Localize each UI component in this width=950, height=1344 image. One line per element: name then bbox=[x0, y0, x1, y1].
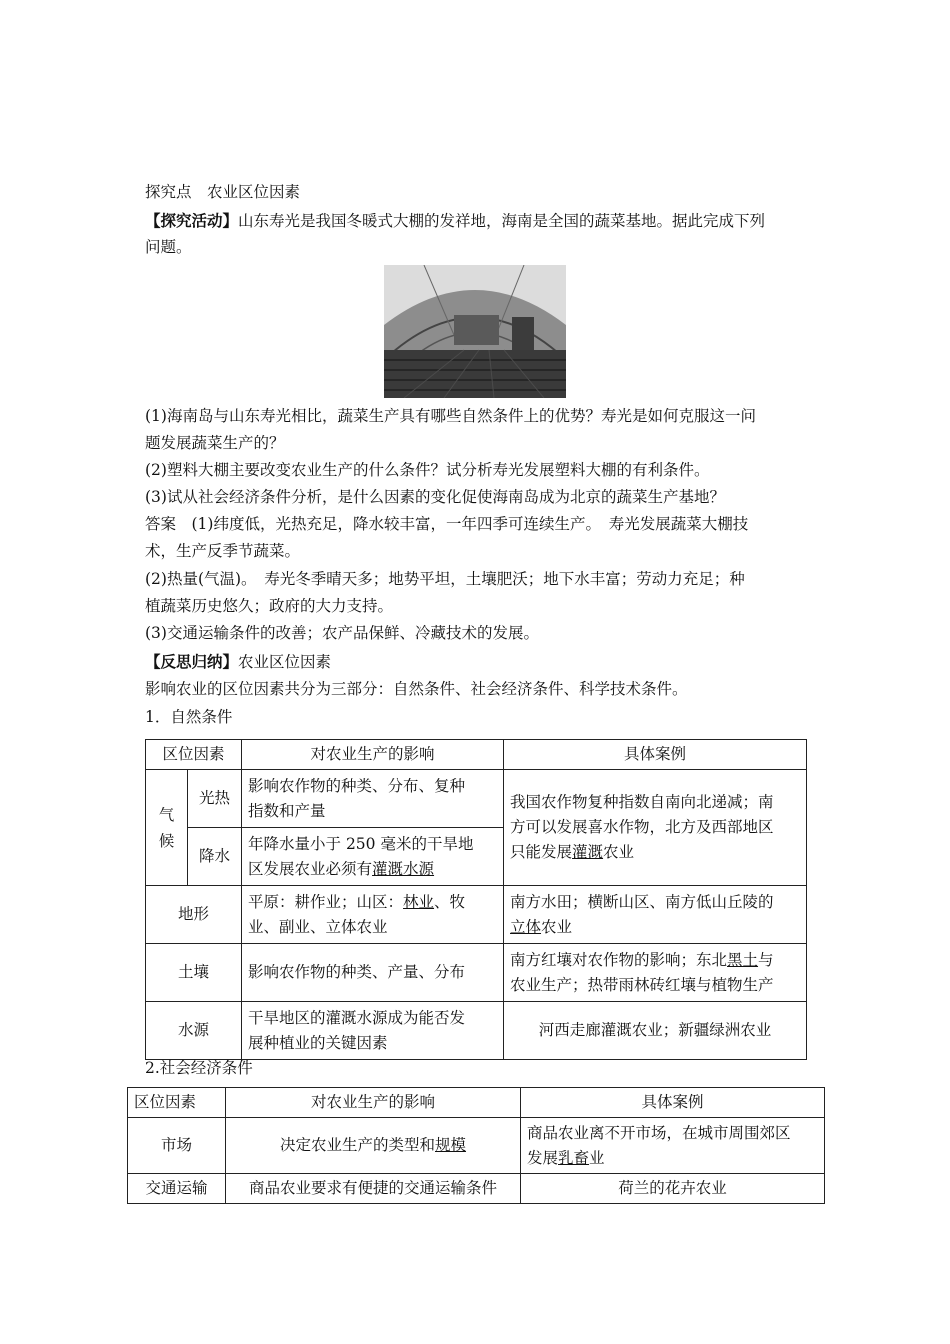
greenhouse-photo bbox=[384, 265, 566, 398]
water-effect-1: 干旱地区的灌溉水源成为能否发 bbox=[248, 1008, 466, 1027]
section-title: 探究点 农业区位因素 bbox=[145, 183, 301, 201]
soil-case-1: 南方红壤对农作物的影响；东北 bbox=[510, 950, 728, 969]
market-case-1: 商品农业离不开市场，在城市周围郊区 bbox=[527, 1123, 791, 1142]
soil-case-2: 农业生产；热带雨林砖红壤与植物生产 bbox=[510, 975, 774, 994]
header-effect: 对农业生产的影响 bbox=[242, 740, 504, 770]
terrain-effect-1-end: 、牧 bbox=[434, 892, 466, 911]
answer-1b: 术，生产反季节蔬菜。 bbox=[145, 542, 301, 560]
header-factor: 区位因素 bbox=[146, 740, 242, 770]
climate-case-line-1: 我国农作物复种指数自南向北递减；南 bbox=[510, 793, 774, 811]
climate-label-2: 候 bbox=[158, 831, 175, 850]
precip-underline: 灌溉水源 bbox=[372, 859, 435, 878]
table-row bbox=[146, 1002, 807, 1060]
soil-case bbox=[504, 944, 807, 1002]
answer-1a: 答案 (1)纬度低，光热充足，降水较丰富，一年四季可连续生产。 寿光发展蔬菜大棚技 bbox=[145, 515, 749, 533]
water-effect-2: 展种植业的关键因素 bbox=[248, 1033, 388, 1052]
market-case-2-end: 业 bbox=[589, 1148, 605, 1167]
reflection-title: 农业区位因素 bbox=[238, 653, 332, 671]
table-header-row bbox=[146, 740, 807, 770]
natural-conditions-table bbox=[145, 739, 807, 1060]
terrain-effect-2: 业、副业、立体农业 bbox=[248, 917, 388, 936]
table-row bbox=[128, 1118, 825, 1174]
market-effect-underline: 规模 bbox=[435, 1136, 467, 1154]
terrain-effect bbox=[242, 886, 504, 944]
activity-line-2: 问题。 bbox=[145, 238, 192, 256]
question-3: (3)试从社会经济条件分析，是什么因素的变化促使海南岛成为北京的蔬菜生产基地？ bbox=[145, 488, 725, 506]
soil-case-underline: 黑土 bbox=[727, 950, 759, 969]
table-row bbox=[146, 944, 807, 1002]
terrain-case-1: 南方水田；横断山区、南方低山丘陵的 bbox=[510, 892, 774, 911]
answer-2a: (2)热量(气温)。 寿光冬季晴天多；地势平坦，土壤肥沃；地下水丰富；劳动力充足；种 bbox=[145, 570, 745, 588]
water-case: 河西走廊灌溉农业；新疆绿洲农业 bbox=[504, 1002, 807, 1060]
terrain-case bbox=[504, 886, 807, 944]
light-heat-effect bbox=[242, 770, 504, 828]
precip-effect bbox=[242, 828, 504, 886]
market-case bbox=[521, 1118, 825, 1174]
terrain-case-underline: 立体 bbox=[510, 917, 542, 936]
transport-effect: 商品农业要求有便捷的交通运输条件 bbox=[226, 1174, 521, 1204]
activity-tag: 【探究活动】 bbox=[145, 211, 239, 230]
market-effect bbox=[226, 1118, 521, 1174]
terrain-case-2: 农业 bbox=[541, 917, 573, 936]
climate-label-1: 气 bbox=[158, 805, 175, 824]
activity-text-1: 山东寿光是我国冬暖式大棚的发祥地，海南是全国的蔬菜基地。据此完成下列 bbox=[238, 212, 766, 230]
climate-case-line-3: 只能发展 bbox=[510, 843, 573, 861]
header-effect: 对农业生产的影响 bbox=[226, 1088, 521, 1118]
question-2: (2)塑料大棚主要改变农业生产的什么条件？试分析寿光发展塑料大棚的有利条件。 bbox=[145, 461, 710, 479]
light-heat-line-2: 指数和产量 bbox=[248, 801, 326, 820]
market-case-2: 发展 bbox=[527, 1148, 559, 1167]
precip-label: 降水 bbox=[188, 828, 242, 886]
social-heading: 2.社会经济条件 bbox=[145, 1059, 253, 1077]
reflection-line bbox=[145, 648, 807, 676]
light-heat-label: 光热 bbox=[188, 770, 242, 828]
transport-label: 交通运输 bbox=[128, 1174, 226, 1204]
activity-line-1 bbox=[145, 207, 807, 235]
water-effect bbox=[242, 1002, 504, 1060]
market-label: 市场 bbox=[128, 1118, 226, 1174]
answer-3: (3)交通运输条件的改善；农产品保鲜、冷藏技术的发展。 bbox=[145, 624, 539, 642]
soil-effect: 影响农作物的种类、产量、分布 bbox=[242, 944, 504, 1002]
climate-case-underline: 灌溉 bbox=[572, 843, 604, 861]
terrain-label: 地形 bbox=[146, 886, 242, 944]
water-label: 水源 bbox=[146, 1002, 242, 1060]
header-factor: 区位因素 bbox=[128, 1088, 226, 1118]
question-1b: 题发展蔬菜生产的？ bbox=[145, 434, 285, 452]
natural-heading: 1．自然条件 bbox=[145, 708, 233, 726]
table-row bbox=[146, 886, 807, 944]
climate-case-line-3-end: 农业 bbox=[603, 843, 635, 861]
social-conditions-table bbox=[127, 1087, 825, 1204]
transport-case: 荷兰的花卉农业 bbox=[521, 1174, 825, 1204]
soil-label: 土壤 bbox=[146, 944, 242, 1002]
terrain-underline: 林业 bbox=[403, 892, 435, 911]
question-1a: (1)海南岛与山东寿光相比，蔬菜生产具有哪些自然条件上的优势？寿光是如何克服这一问 bbox=[145, 407, 756, 425]
soil-case-1-end: 与 bbox=[758, 950, 774, 969]
answer-2b: 植蔬菜历史悠久；政府的大力支持。 bbox=[145, 597, 394, 615]
header-case: 具体案例 bbox=[521, 1088, 825, 1118]
precip-line-2: 区发展农业必须有 bbox=[248, 859, 373, 878]
climate-case-line-2: 方可以发展喜水作物，北方及西部地区 bbox=[510, 818, 774, 836]
terrain-effect-1: 平原：耕作业；山区： bbox=[248, 892, 404, 911]
market-effect-text: 决定农业生产的类型和 bbox=[279, 1136, 435, 1154]
intro-text: 影响农业的区位因素共分为三部分：自然条件、社会经济条件、科学技术条件。 bbox=[145, 680, 688, 698]
table-row bbox=[128, 1174, 825, 1204]
reflection-tag: 【反思归纳】 bbox=[145, 652, 239, 671]
table-header-row bbox=[128, 1088, 825, 1118]
climate-case bbox=[504, 770, 807, 886]
light-heat-line-1: 影响农作物的种类、分布、复种 bbox=[248, 776, 466, 795]
climate-label bbox=[146, 770, 188, 886]
precip-line-1: 年降水量小于 250 毫米的干旱地 bbox=[248, 834, 474, 853]
market-case-underline: 乳畜 bbox=[558, 1148, 590, 1167]
header-case: 具体案例 bbox=[504, 740, 807, 770]
table-row bbox=[146, 770, 807, 828]
